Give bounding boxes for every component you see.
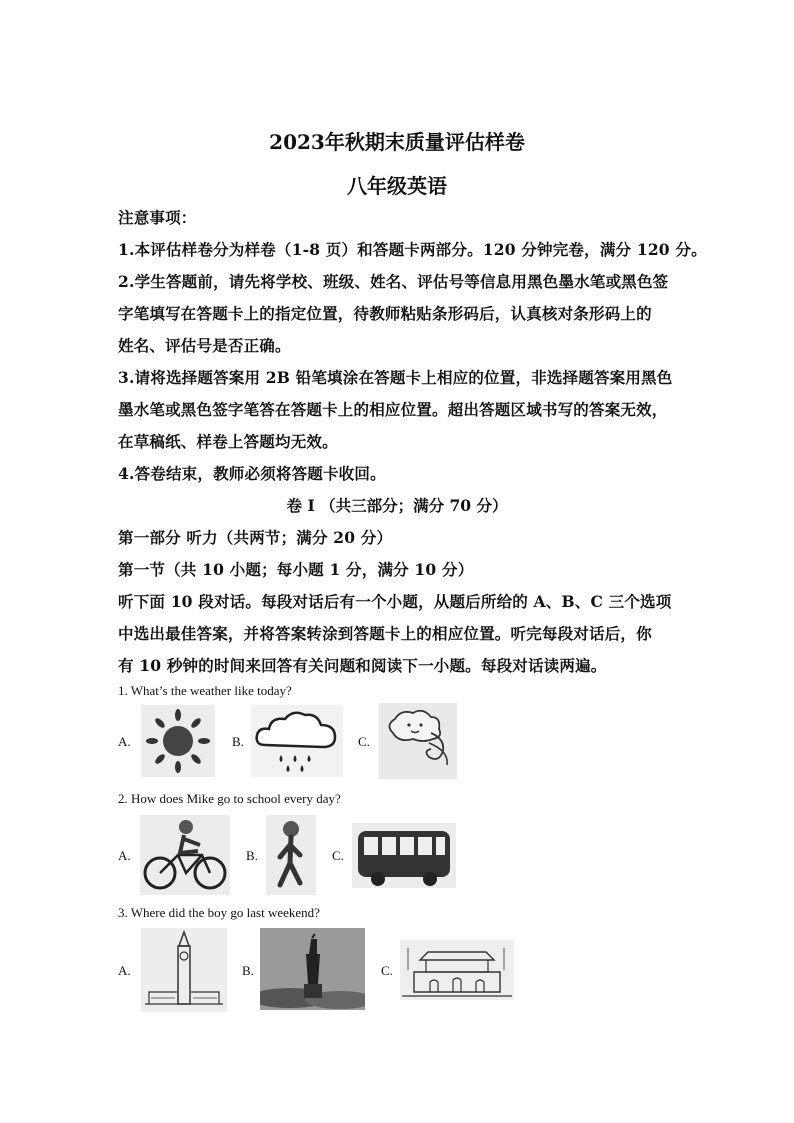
wind-cloud-icon (379, 703, 457, 779)
notice-line-5: 3.请将选择题答案用 2B 铅笔填涂在答题卡上相应的位置，非选择题答案用黑色 (118, 368, 673, 387)
question-2: 2. How does Mike go to school every day? (118, 791, 341, 806)
notice-line-4: 姓名、评估号是否正确。 (118, 336, 291, 355)
notice-line-7: 在草稿纸、样卷上答题均无效。 (118, 432, 338, 451)
question-1: 1. What’s the weather like today? (118, 683, 292, 698)
q3-option-a-label: A. (118, 963, 131, 978)
notice-line-6: 墨水笔或黑色签字笔答在答题卡上的相应位置。超出答题区域书写的答案无效， (118, 400, 668, 419)
bus-icon (352, 823, 456, 888)
tiananmen-icon (400, 940, 514, 1000)
subsection-heading: 第一节（共 10 小题；每小题 1 分，满分 10 分） (118, 560, 474, 579)
rain-cloud-icon (251, 705, 343, 777)
sun-icon (141, 705, 215, 777)
walking-boy-icon (266, 815, 316, 895)
instructions-line-2: 中选出最佳答案，并将答案转涂到答题卡上的相应位置。听完每段对话后，你 (118, 624, 652, 643)
q3-option-b-label: B. (242, 963, 254, 978)
notice-line-8: 4.答卷结束，教师必须将答题卡收回。 (118, 464, 386, 483)
q1-option-c-label: C. (358, 734, 370, 749)
big-ben-icon (141, 928, 227, 1012)
q1-option-a-label: A. (118, 734, 131, 749)
notice-line-3: 字笔填写在答题卡上的指定位置，待教师粘贴条形码后，认真核对条形码上的 (118, 304, 652, 323)
exam-title: 2023年秋期末质量评估样卷 (269, 130, 525, 154)
q2-option-a-label: A. (118, 848, 131, 863)
question-3: 3. Where did the boy go last weekend? (118, 905, 320, 920)
statue-of-liberty-icon (260, 928, 365, 1010)
volume-heading: 卷 I （共三部分；满分 70 分） (286, 496, 508, 515)
instructions-line-1: 听下面 10 段对话。每段对话后有一个小题，从题后所给的 A、B、C 三个选项 (118, 592, 672, 611)
q3-option-c-label: C. (381, 963, 393, 978)
notice-heading: 注意事项： (118, 208, 197, 227)
exam-subtitle: 八年级英语 (347, 174, 447, 198)
q1-option-b-label: B. (232, 734, 244, 749)
q2-option-b-label: B. (246, 848, 258, 863)
notice-line-2: 2.学生答题前，请先将学校、班级、姓名、评估号等信息用黑色墨水笔或黑色签 (118, 272, 669, 291)
q2-option-c-label: C. (332, 848, 344, 863)
part-heading: 第一部分 听力（共两节；满分 20 分） (118, 528, 393, 547)
notice-line-1: 1.本评估样卷分为样卷（1-8 页）和答题卡两部分。120 分钟完卷，满分 120 分。 (118, 240, 707, 259)
bicycle-icon (140, 815, 230, 895)
instructions-line-3: 有 10 秒钟的时间来回答有关问题和阅读下一小题。每段对话读两遍。 (118, 656, 607, 675)
